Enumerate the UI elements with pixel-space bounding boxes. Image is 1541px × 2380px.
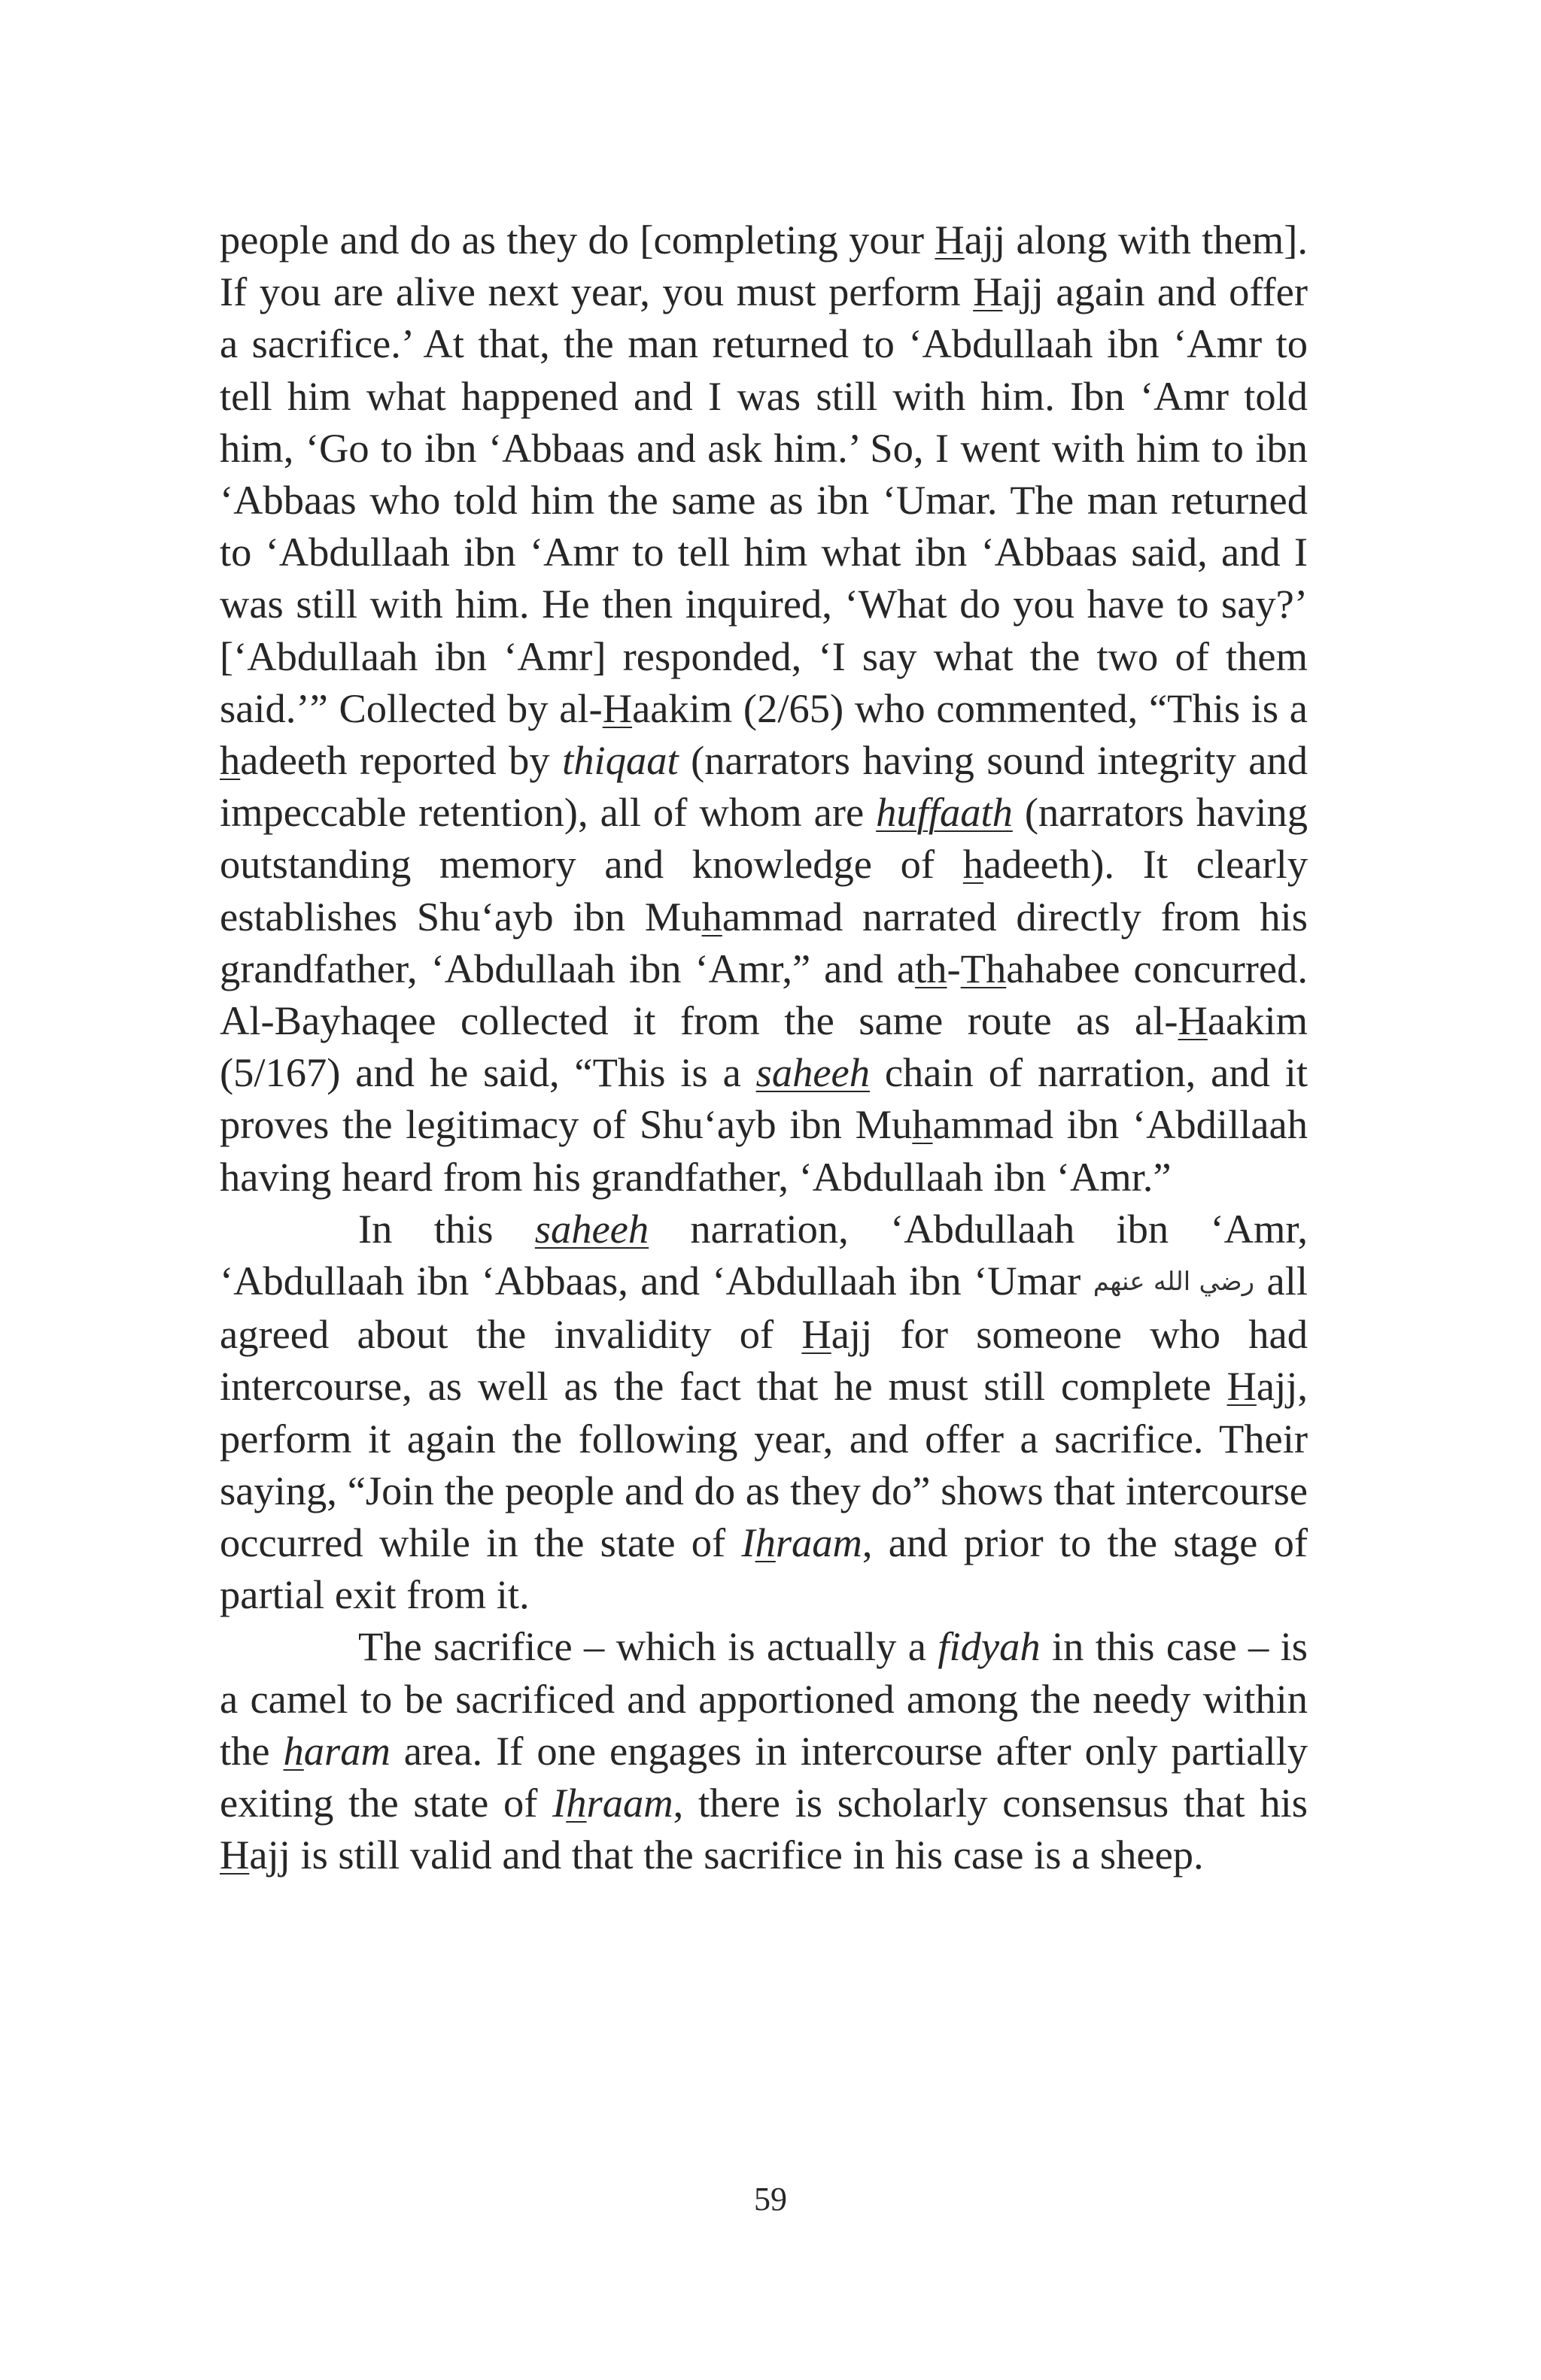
text-run: (narrators having outstanding memory and knowledge of — [220, 789, 1308, 888]
paragraph — [220, 1203, 1308, 1621]
text-run: H — [220, 1832, 250, 1878]
text-run: aram — [303, 1727, 391, 1774]
text-run: narration, ‘Abdullaah ibn ‘Amr, ‘Abdullaah ibn ‘Abbaas, and ‘Abdullaah ibn ‘Umar — [220, 1205, 1308, 1304]
text-run: In this — [358, 1205, 535, 1252]
honorific-glyph: رضي الله عنهم — [1093, 1268, 1255, 1297]
text-run: , and prior to the stage of partial exit from it. — [220, 1519, 1308, 1618]
text-run: ajj, perform it again the following year, and offer a sacrifice. Their saying, “Join the people and do as they do” shows that intercourse occurred while in the state of — [220, 1363, 1308, 1566]
text-run: h — [912, 1101, 933, 1148]
text-run: H — [1178, 997, 1208, 1044]
text-run: saheeh — [755, 1049, 870, 1096]
text-run: H — [973, 269, 1003, 315]
text-run: H — [602, 685, 633, 731]
text-run: H — [801, 1311, 831, 1358]
text-run: in this case – is a camel to be sacrificed and apportioned among the needy within the — [220, 1623, 1308, 1774]
text-run: people and do as they do [completing your — [220, 217, 935, 263]
text-run: ammad narrated directly from his grandfather, ‘Abdullaah ibn ‘Amr,” and a — [220, 893, 1308, 991]
text-run: (narrators having sound integrity and impeccable retention), all of whom are — [220, 737, 1308, 836]
text-run: thiqaat — [562, 737, 679, 784]
text-run: chain of narration, and it proves the legitimacy of Shu‘ayb ibn Mu — [220, 1049, 1308, 1148]
text-run: raam — [775, 1519, 862, 1566]
text-run: , there is scholarly consensus that his — [673, 1780, 1308, 1826]
text-run: aakim (5/167) and he said, “This is a — [220, 997, 1308, 1096]
text-run: H — [935, 217, 965, 263]
transliterated-term — [284, 1728, 391, 1774]
paragraph — [220, 1620, 1308, 1881]
text-run: raam — [586, 1780, 673, 1826]
text-run: ajj again and offer a sacrifice.’ At that, the man returned to ‘Abdullaah ibn ‘Amr to tell him what happened and I was still with him. Ibn ‘Amr told him, ‘Go to ibn ‘Abbaas and ask him.’ So, I went with him to ibn ‘Abbaas who told him the same as ibn ‘Umar. The man returned to ‘Abdullaah ibn ‘Amr to tell him what ibn ‘Abbaas said, and I was still with him. He then inquired, ‘What do you have to say?’ [‘Abdullaah ibn ‘Amr] responded, ‘I say what the two of them said.’” Collected by al- — [220, 269, 1308, 731]
text-run: ajj for someone who had intercourse, as well as the fact that he must still complete — [220, 1311, 1308, 1410]
text-run: adeeth). It clearly establishes Shu‘ayb ibn Mu — [220, 841, 1308, 940]
text-run: h — [755, 1519, 776, 1566]
text-run: - — [947, 945, 961, 991]
text-run: h — [283, 1727, 304, 1774]
text-run: I — [552, 1780, 567, 1826]
transliterated-term — [552, 1780, 673, 1826]
text-run: aakim (2/65) who commented, “This is a — [632, 685, 1308, 731]
text-run: ammad ibn ‘Abdillaah having heard from his grandfather, ‘Abdullaah ibn ‘Amr.” — [220, 1101, 1308, 1200]
text-run: Th — [960, 945, 1007, 991]
text-run: ahabee concurred. Al-Bayhaqee collected it from the same route as al- — [220, 945, 1308, 1044]
text-run: H — [1226, 1363, 1257, 1410]
text-run: h — [962, 841, 984, 888]
text-run: ajj along with them]. If you are alive next year, you must perform — [220, 217, 1308, 315]
text-run: all agreed about the invalidity of — [220, 1258, 1308, 1358]
text-run: h — [220, 737, 241, 784]
text-run: ajj is still valid and that the sacrifice in his case is a sheep. — [249, 1832, 1204, 1878]
body-text — [220, 214, 1308, 1881]
text-run: I — [741, 1519, 755, 1566]
text-run: area. If one engages in intercourse after only partially exiting the state of — [220, 1727, 1308, 1826]
text-run: saheeh — [534, 1205, 649, 1252]
text-run: huffaath — [876, 789, 1013, 836]
transliterated-term — [741, 1519, 862, 1565]
text-run: fidyah — [938, 1623, 1041, 1670]
paragraph — [220, 214, 1308, 1203]
text-run: The sacrifice – which is actually a — [358, 1623, 938, 1670]
page-number: 59 — [754, 2181, 787, 2218]
text-run: h — [701, 893, 722, 940]
text-run: adeeth reported by — [240, 737, 563, 784]
text-run: h — [566, 1780, 587, 1826]
text-run: th — [915, 945, 947, 991]
